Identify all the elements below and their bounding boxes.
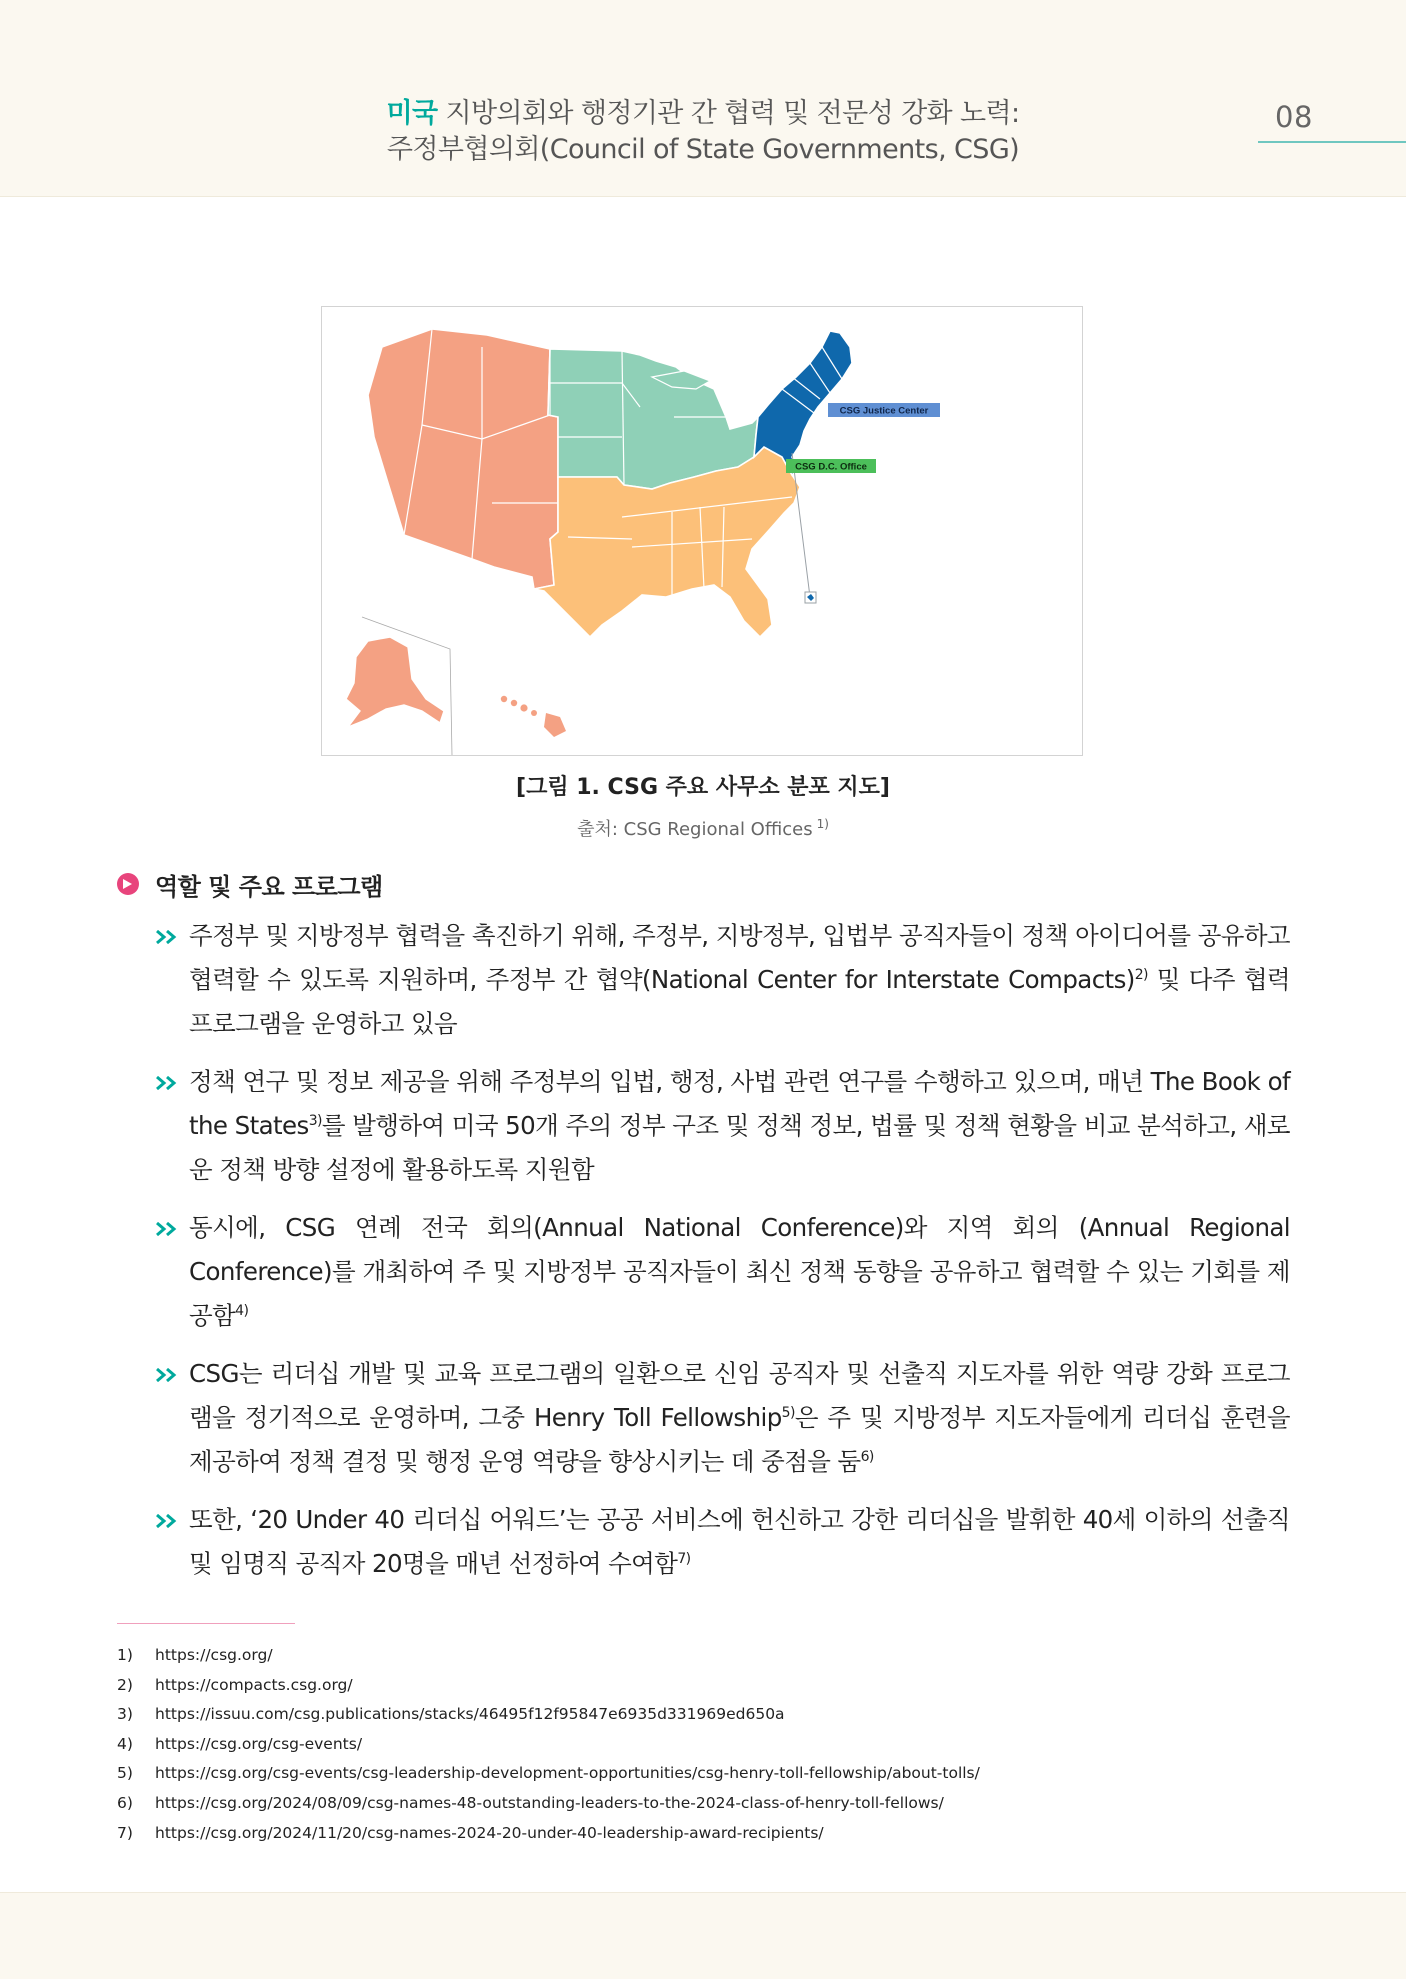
footnote-link[interactable]: https://csg.org/2024/08/09/csg-names-48-outstanding-leaders-to-the-2024-class-of-henry-toll-fellows/ (155, 1793, 944, 1812)
program-bullet-list (150, 914, 1290, 1600)
figure-source (0, 815, 1406, 841)
footnote-ref: 3) (308, 1112, 322, 1129)
footnote-item (117, 1789, 1317, 1819)
footnote-item (117, 1671, 1317, 1701)
footnote-item (117, 1641, 1317, 1671)
bullet-text: 주정부 및 지방정부 협력을 촉진하기 위해, 주정부, 지방정부, 입법부 공직자들이 정책 아이디어를 공유하고 협력할 수 있도록 지원하며, 주정부 간 협약(National Center for Interstate Compacts) (189, 921, 1290, 994)
footnote-item (117, 1730, 1317, 1760)
header-title-accent: 미국 (386, 98, 438, 129)
footnote-ref: 5) (781, 1404, 795, 1421)
footnote-ref: 7) (677, 1550, 691, 1567)
justice-center-label: CSG Justice Center (839, 405, 929, 417)
us-map-svg (322, 307, 1082, 755)
dc-office-label: CSG D.C. Office (795, 461, 867, 473)
bullet-text-cont: 를 발행하여 미국 50개 주의 정부 구조 및 정책 정보, 법률 및 정책 현황을 비교 분석하고, 새로운 정책 방향 설정에 활용하도록 지원함 (189, 1111, 1290, 1184)
footnote-link[interactable]: https://csg.org/csg-events/ (155, 1734, 363, 1753)
footnote-link[interactable]: https://csg.org/2024/11/20/csg-names-2024-20-under-40-leadership-award-recipients/ (155, 1823, 824, 1842)
figure-source-ref: 1) (816, 817, 829, 831)
bullet-text: 정책 연구 및 정보 제공을 위해 주정부의 입법, 행정, 사법 관련 연구를 수행하고 있으며, 매년 The Book of the States (189, 1067, 1290, 1140)
footnote-link[interactable]: https://csg.org/ (155, 1646, 273, 1664)
page-number-rule (1258, 141, 1406, 143)
bullet-item (150, 914, 1290, 1046)
footnote-divider (117, 1623, 295, 1624)
footnote-number: 2) (117, 1675, 133, 1694)
header-title-text: 지방의회와 행정기관 간 협력 및 전문성 강화 노력: (437, 98, 1020, 129)
figure-caption: [그림 1. CSG 주요 사무소 분포 지도] (516, 775, 890, 800)
bullet-item (150, 1498, 1290, 1586)
footnote-number: 4) (117, 1734, 133, 1753)
section-heading (117, 866, 383, 902)
csg-office-map (321, 306, 1083, 756)
footnote-ref: 2) (1134, 966, 1148, 983)
bullet-item (150, 1352, 1290, 1484)
footnote-item (117, 1819, 1317, 1849)
footnote-item (117, 1700, 1317, 1730)
double-chevron-icon (156, 1076, 182, 1090)
map-region-west (368, 329, 558, 589)
double-chevron-icon (156, 930, 182, 944)
footnote-ref: 6) (860, 1448, 874, 1465)
double-chevron-icon (156, 1368, 182, 1382)
footnote-number: 7) (117, 1823, 133, 1842)
header-title-line1 (0, 96, 1406, 132)
figure-source-text: 출처: CSG Regional Offices (577, 819, 813, 840)
bullet-item (150, 1060, 1290, 1192)
bullet-text-cont: 및 다주 협력 프로그램을 운영하고 있음 (189, 965, 1290, 1038)
footnote-number: 6) (117, 1793, 133, 1812)
footnote-number: 3) (117, 1705, 133, 1724)
map-region-midwest (548, 349, 758, 489)
footnote-link[interactable]: https://compacts.csg.org/ (155, 1675, 353, 1694)
page-number: 08 (1275, 100, 1313, 134)
map-region-hawaii (501, 696, 566, 737)
footnote-link[interactable]: https://csg.org/csg-events/csg-leadership-development-opportunities/csg-henry-toll-fellowship/about-tolls/ (155, 1764, 980, 1783)
header-title-line2: 주정부협의회(Council of State Governments, CSG) (386, 134, 1020, 165)
header-title (0, 96, 1406, 168)
bullet-text: 동시에, CSG 연례 전국 회의(Annual National Conference)와 지역 회의 (Annual Regional Conference)를 개최하여 주 및 지방정부 공직자들이 최신 정책 동향을 공유하고 협력할 수 있는 기회를 제공함 (189, 1213, 1290, 1330)
footnote-number: 5) (117, 1764, 133, 1783)
double-chevron-icon (156, 1222, 182, 1236)
dc-leader-line (792, 453, 810, 597)
bullet-text: 또한, ‘20 Under 40 리더십 어워드’는 공공 서비스에 헌신하고 강한 리더십을 발휘한 40세 이하의 선출직 및 임명직 공직자 20명을 매년 선정하여 수여함 (189, 1505, 1290, 1578)
footnote-number: 1) (117, 1646, 133, 1664)
bullet-item (150, 1206, 1290, 1338)
map-region-alaska (346, 637, 444, 727)
double-chevron-icon (156, 1514, 182, 1528)
footnote-item (117, 1759, 1317, 1789)
page-footer (0, 1892, 1406, 1979)
page-header (0, 0, 1406, 197)
footnote-link[interactable]: https://issuu.com/csg.publications/stacks/46495f12f95847e6935d331969ed650a (155, 1705, 785, 1724)
bullet-text: CSG는 리더십 개발 및 교육 프로그램의 일환으로 신임 공직자 및 선출직 지도자를 위한 역량 강화 프로그램을 정기적으로 운영하며, 그중 Henry Toll Fellowship (189, 1359, 1290, 1432)
bullet-text-cont: 은 주 및 지방정부 지도자들에게 리더십 훈련을 제공하여 정책 결정 및 행정 운영 역량을 향상시키는 데 중점을 둠 (189, 1403, 1290, 1476)
footnote-list (117, 1641, 1317, 1848)
arrow-circle-icon (117, 873, 139, 895)
footnote-ref: 4) (235, 1302, 249, 1319)
section-title: 역할 및 주요 프로그램 (155, 872, 383, 901)
